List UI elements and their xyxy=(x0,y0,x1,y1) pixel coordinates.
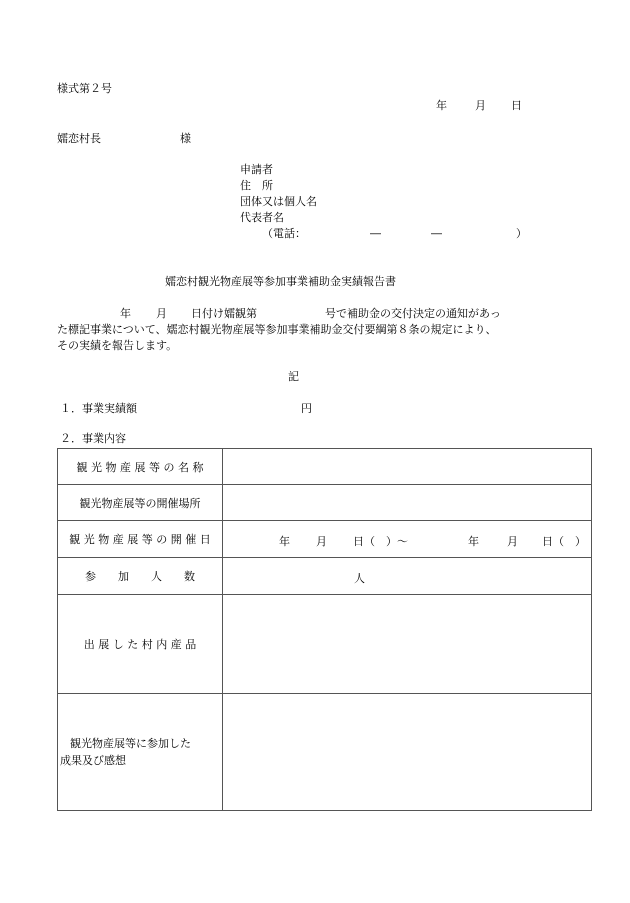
date-month: 月 xyxy=(475,99,486,112)
body-day-ref: 日付け嬬観第 xyxy=(191,307,257,320)
body-line1-rest: 号で補助金の交付決定の通知があっ xyxy=(325,307,501,320)
applicant-phone-close: ） xyxy=(516,227,527,240)
table-row xyxy=(58,558,592,595)
row-value-name[interactable] xyxy=(223,449,592,485)
table-row xyxy=(58,521,592,558)
applicant-group-name: 団体又は個人名 xyxy=(240,195,317,208)
content-table xyxy=(57,448,592,811)
form-number: 様式第２号 xyxy=(57,82,112,95)
phone-dash-2: ― xyxy=(431,227,442,240)
row-value-venue[interactable] xyxy=(223,485,592,521)
row-value-products[interactable] xyxy=(223,595,592,694)
addressee-honorific: 様 xyxy=(180,132,191,145)
date-start-month: 月 xyxy=(316,535,327,548)
phone-dash-1: ― xyxy=(370,227,381,240)
table-row xyxy=(58,595,592,694)
document-title: 嬬恋村観光物産展等参加事業補助金実績報告書 xyxy=(165,275,396,288)
table-row xyxy=(58,449,592,485)
section2-label: ２．事業内容 xyxy=(60,432,126,445)
applicant-heading: 申請者 xyxy=(240,163,273,176)
body-month: 月 xyxy=(156,307,167,320)
applicant-phone-open: （電話： xyxy=(262,227,306,240)
applicant-address: 住 所 xyxy=(240,179,273,192)
participants-unit: 人 xyxy=(354,572,365,585)
row-value-results[interactable] xyxy=(223,694,592,811)
row-value-participants[interactable] xyxy=(223,558,592,595)
date-start-day: 日（ ）～ xyxy=(353,535,408,548)
table-row xyxy=(58,694,592,811)
results-label-line1: 観光物産展等に参加した xyxy=(70,737,191,750)
date-end-year: 年 xyxy=(468,535,479,548)
section1-unit: 円 xyxy=(301,402,312,415)
row-label-results xyxy=(58,694,223,811)
table-row xyxy=(58,485,592,521)
section1-label: １．事業実績額 xyxy=(60,402,137,415)
date-end-month: 月 xyxy=(507,535,518,548)
body-line3: その実績を報告します。 xyxy=(57,339,178,352)
applicant-representative: 代表者名 xyxy=(240,211,284,224)
row-label-name: 観 光 物 産 展 等 の 名 称 xyxy=(58,449,223,485)
row-label-venue: 観光物産展等の開催場所 xyxy=(58,485,223,521)
row-value-date[interactable] xyxy=(223,521,592,558)
date-year: 年 xyxy=(436,99,447,112)
row-label-date: 観 光 物 産 展 等 の 開 催 日 xyxy=(58,521,223,558)
date-start-year: 年 xyxy=(279,535,290,548)
row-label-products: 出 展 し た 村 内 産 品 xyxy=(58,595,223,694)
addressee-title: 嬬恋村長 xyxy=(57,132,101,145)
body-line2: た標記事業について、嬬恋村観光物産展等参加事業補助金交付要綱第８条の規定により、 xyxy=(57,323,497,336)
results-label-line2: 成果及び感想 xyxy=(60,754,126,767)
ki-mark: 記 xyxy=(288,370,299,383)
date-day: 日 xyxy=(511,99,522,112)
row-label-participants: 参 加 人 数 xyxy=(58,558,223,595)
body-year: 年 xyxy=(120,307,131,320)
date-end-day: 日（ ） xyxy=(542,535,586,548)
